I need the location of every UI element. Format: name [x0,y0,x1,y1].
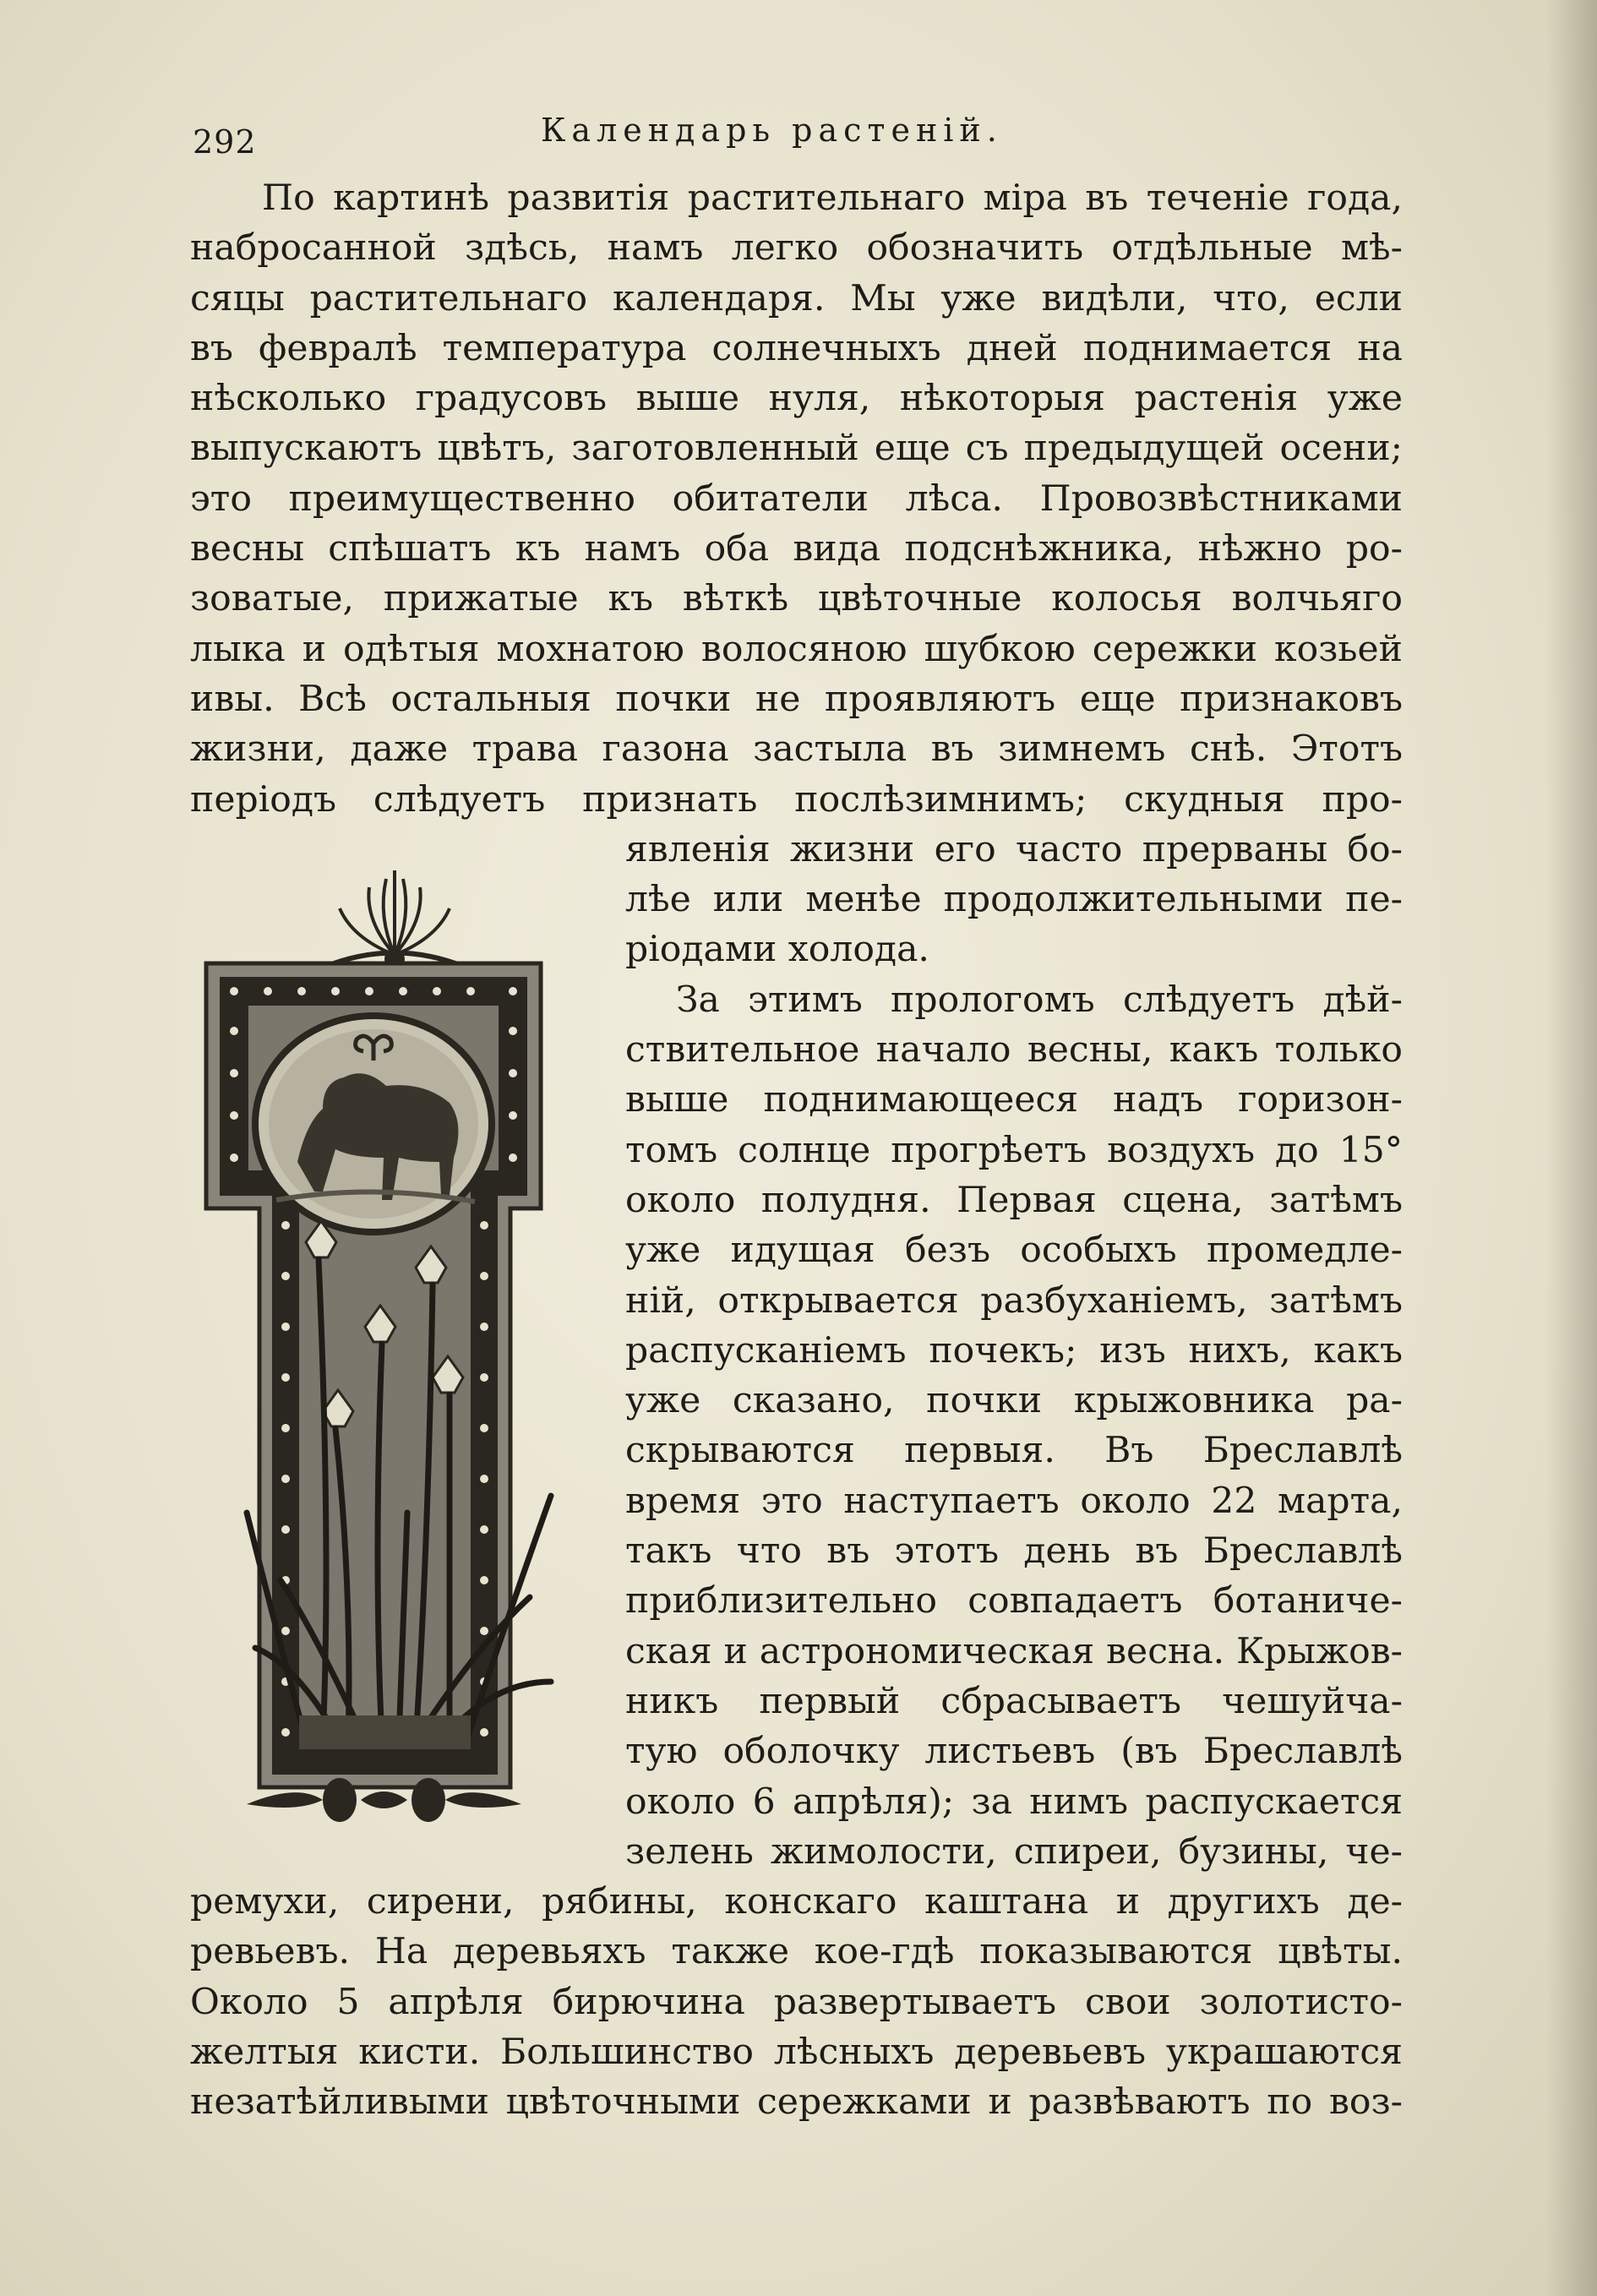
text-line: ская и астрономическая весна. Крыжов- [625,1630,1403,1672]
text-line: ріодами холода. [625,929,929,971]
text-line: зелень жимолости, спиреи, бузины, че- [625,1830,1403,1873]
text-line: сяцы растительнаго календаря. Мы уже видѣли, что, если [190,277,1403,319]
text-line: распусканіемъ почекъ; изъ нихъ, какъ [625,1329,1403,1372]
text-line: явленія жизни его часто прерваны бо- [625,828,1403,870]
text-line: желтыя кисти. Большинство лѣсныхъ деревьевъ украшаются [190,2031,1403,2073]
text-line: нѣсколько градусовъ выше нуля, нѣкоторыя растенія уже [190,378,1403,420]
text-line: выпускаютъ цвѣтъ, заготовленный еще съ предыдущей осени; [190,428,1403,470]
text-line: скрываются первыя. Въ Бреславлѣ [625,1430,1403,1472]
text-line: около 6 апрѣля); за нимъ распускается [625,1781,1403,1823]
text-line: ній, открывается разбуханіемъ, затѣмъ [625,1279,1403,1322]
text-line: время это наступаетъ около 22 марта, [625,1480,1403,1522]
text-line: никъ первый сбрасываетъ чешуйча- [625,1680,1403,1722]
running-head: Календарь растеній. [541,112,1003,149]
text-line: лыка и одѣтыя мохнатою волосяною шубкою сережки козьей [190,628,1403,670]
text-line: ствительное начало весны, какъ только [625,1029,1403,1072]
text-line: ремухи, сирени, рябины, конскаго каштана и другихъ де- [190,1881,1403,1923]
text-line: приблизительно совпадаетъ ботаниче- [625,1580,1403,1622]
text-line: уже идущая безъ особыхъ промедле- [625,1230,1403,1272]
text-line: зоватые, прижатые къ вѣткѣ цвѣточные колосья волчьяго [190,578,1403,620]
aries-ornament-illustration [196,870,593,1825]
page-edge-shadow [1546,0,1597,2296]
text-line: лѣе или менѣе продолжительными пе- [625,879,1403,921]
text-line: жизни, даже трава газона застыла въ зимнемъ снѣ. Этотъ [190,728,1403,771]
ram-medallion [255,1016,492,1232]
text-line: періодъ слѣдуетъ признать послѣзимнимъ; скудныя про- [190,778,1403,821]
text-line: уже сказано, почки крыжовника ра- [625,1380,1403,1422]
text-line: незатѣйливыми цвѣточными сережками и развѣваютъ по воз- [190,2081,1403,2124]
text-line: набросанной здѣсь, намъ легко обозначить отдѣльные мѣ- [190,227,1403,270]
text-line: ревьевъ. На деревьяхъ также кое-гдѣ показываются цвѣты. [190,1931,1403,1973]
text-line: тую оболочку листьевъ (въ Бреславлѣ [625,1731,1403,1773]
text-line: выше поднимающееся надъ горизон- [625,1079,1403,1121]
text-line: ивы. Всѣ остальныя почки не проявляютъ еще признаковъ [190,678,1403,720]
text-line: весны спѣшатъ къ намъ оба вида подснѣжника, нѣжно ро- [190,528,1403,570]
page-number: 292 [193,123,257,161]
text-line: За этимъ прологомъ слѣдуетъ дѣй- [676,979,1403,1021]
text-line: такъ что въ этотъ день въ Бреславлѣ [625,1530,1403,1573]
text-line: По картинѣ развитія растительнаго міра въ теченіе года, [262,177,1403,219]
text-line: это преимущественно обитатели лѣса. Провозвѣстниками [190,477,1403,520]
text-line: въ февралѣ температура солнечныхъ дней поднимается на [190,327,1403,369]
text-line: около полудня. Первая сцена, затѣмъ [625,1179,1403,1221]
text-line: томъ солнце прогрѣетъ воздухъ до 15° [625,1129,1403,1171]
palmette-crest [323,870,466,968]
text-line: Около 5 апрѣля бирючина развертываетъ свои золотисто- [190,1981,1403,2023]
